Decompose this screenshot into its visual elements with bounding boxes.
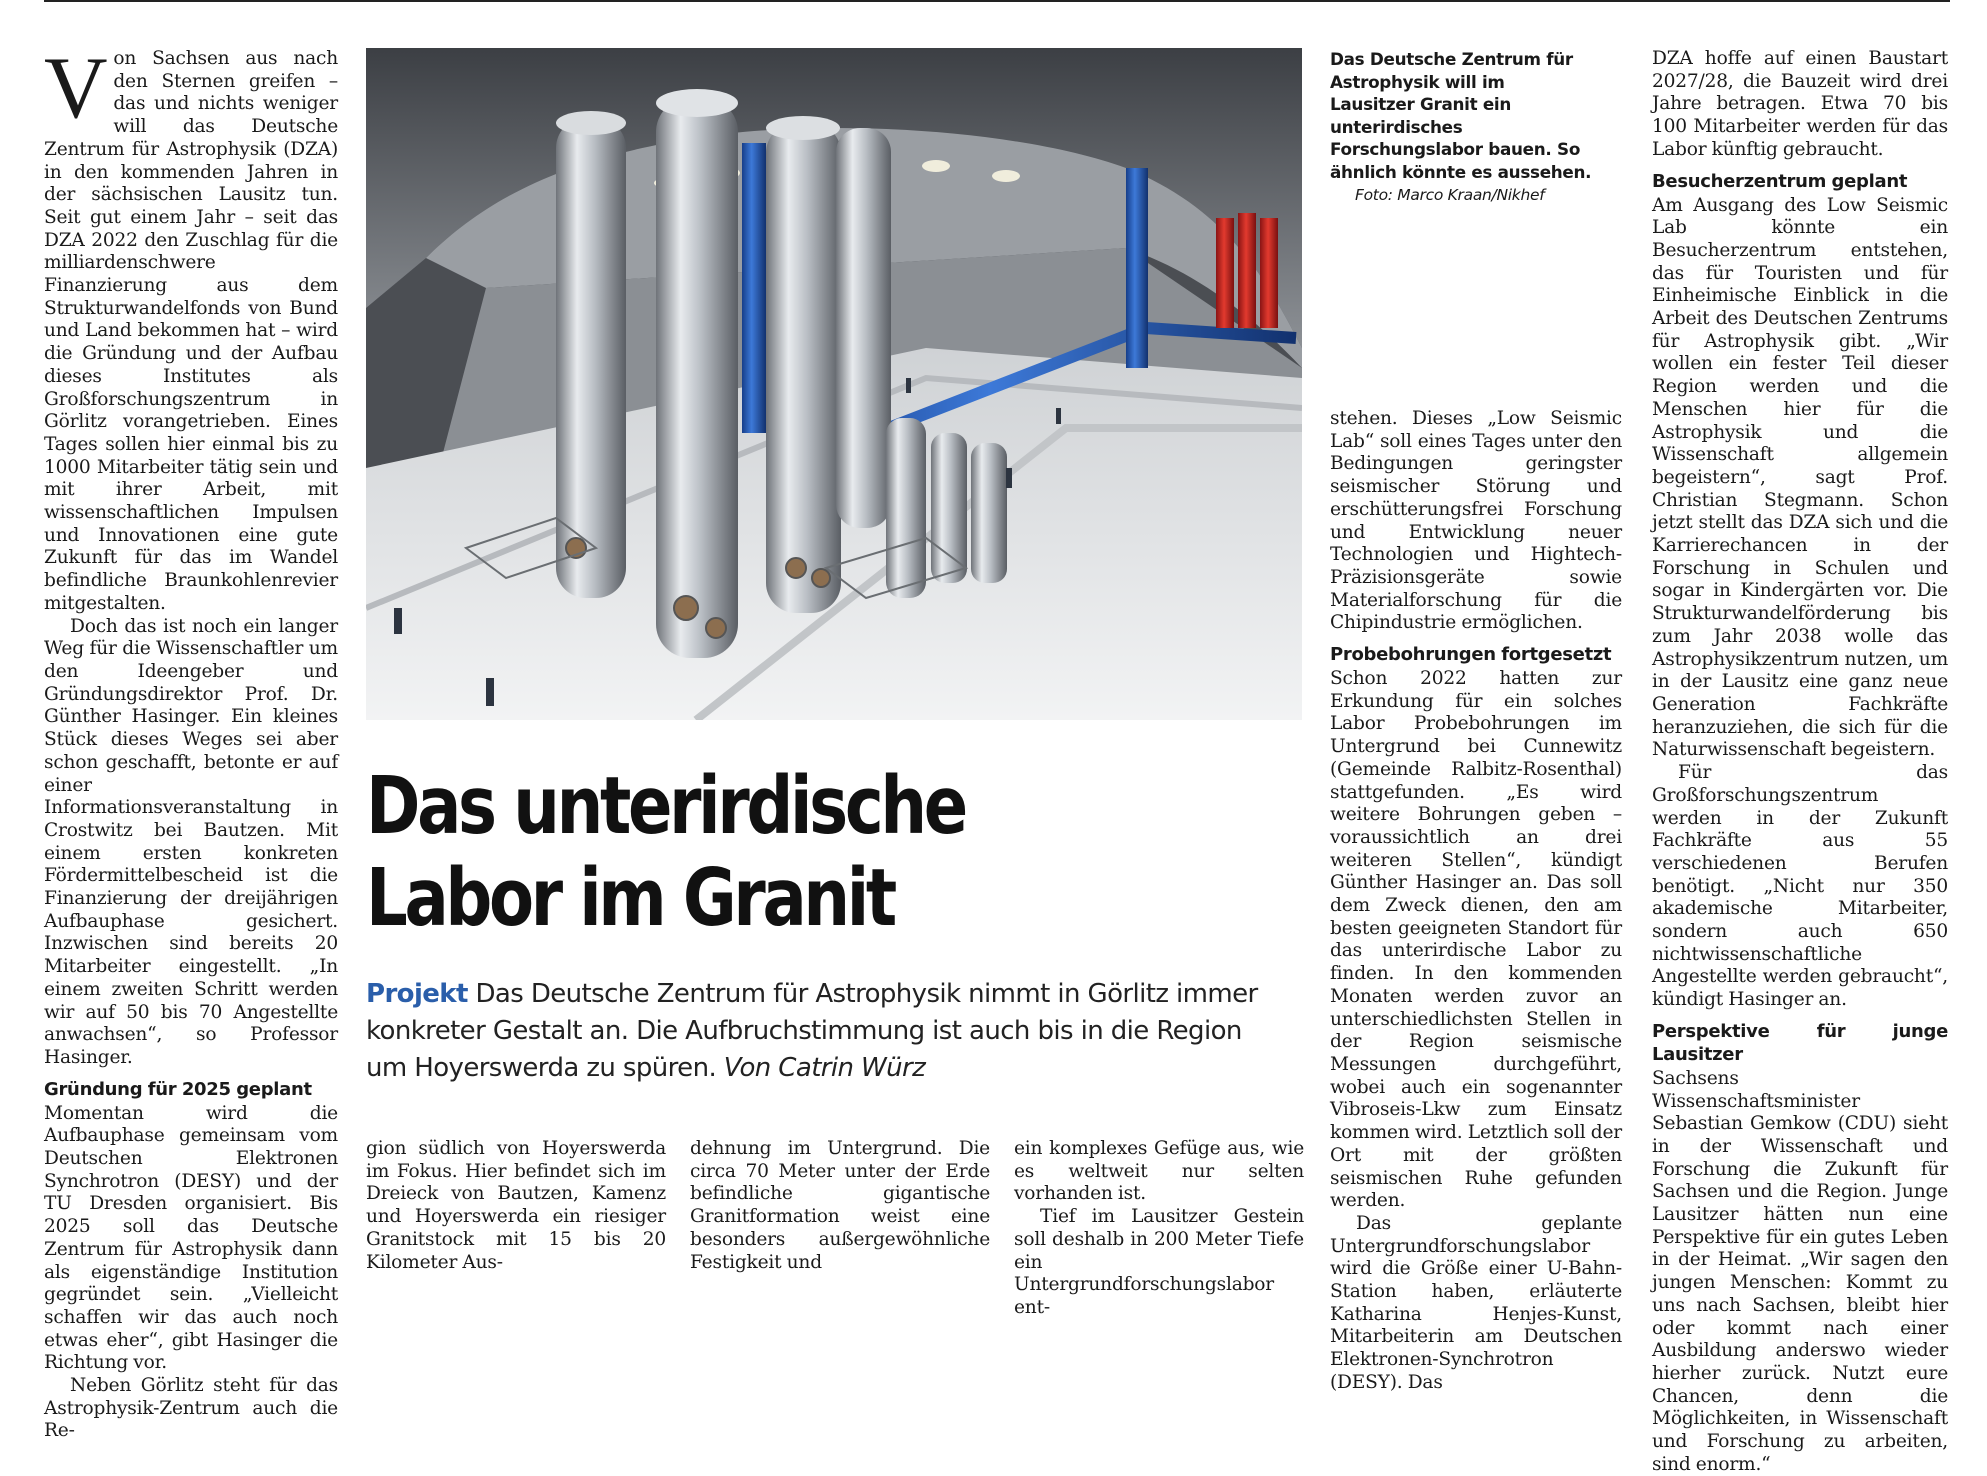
paragraph: Am Ausgang des Low Seismic Lab könnte ein Besucherzentrum entstehen, das für Touristen und für Einheimische Einblick in die Arbeit des Deutschen Zentrums für Astrophysik gibt. „Wir wollen ein fester Teil dieser Region werden und die Menschen hier für die Astrophysik und die Wissenschaft allgemein begeistern“, sagt Prof. Christian Stegmann. Schon jetzt stellt das DZA sich und die Karrierechancen in der Forschung in Schulen und sogar in Kindergärten vor. Die Strukturwandelförderung bis zum Jahr 2038 wolle das Astrophysikzentrum nutzen, um in der Lausitz eine ganz neue Generation Fachkräfte heranzuziehen, die sich für die Naturwissenschaft begeistern.	[1652, 194, 1948, 761]
paragraph: Neben Görlitz steht für das Astrophysik-Zentrum auch die Re-	[44, 1375, 338, 1442]
paragraph: Momentan wird die Aufbauphase gemeinsam vom Deutschen Elektronen Synchrotron (DESY) und der TU Dresden organisiert. Bis 2025 soll das Deutsche Zentrum für Astrophysik dann als eigenständige Institution gegründet sein. „Vielleicht schaffen wir das auch noch etwas eher“, gibt Hasinger die Richtung vor.	[44, 1102, 338, 1374]
paragraph: Für das Großforschungszentrum werden in der Zukunft Fachkräfte aus 55 verschiedenen Berufen benötigt. „Nicht nur 350 akademische Mitarbeiter, sondern auch 650 nichtwissenschaftliche Angestellte werden gebraucht“, kündigt Hasinger an.	[1652, 762, 1948, 1011]
teaser-text: Das Deutsche Zentrum für Astrophysik nimmt in Görlitz immer konkreter Gestalt an. Die Aufbruchstimmung ist auch bis in die Region um Hoyerswerda zu spüren.	[366, 979, 1258, 1083]
paragraph: Doch das ist noch ein langer Weg für die Wissenschaftler um den Ideengeber und Gründungsdirektor Prof. Dr. Günther Hasinger. Ein kleines Stück dieses Weges sei aber schon geschafft, betonte er auf einer Informationsveranstaltung in Crostwitz bei Bautzen. Mit einem ersten konkreten Fördermittelbescheid ist die Finanzierung der dreijährigen Aufbauphase gesichert. Inzwischen sind bereits 20 Mitarbeiter eingestellt. „In einem zweiten Schritt werden wir auf 50 bis 70 Angestellte anwachsen“, so Professor Hasinger.	[44, 615, 338, 1068]
headline-line-2: Labor im Granit	[366, 852, 894, 944]
paragraph: dehnung im Untergrund. Die circa 70 Meter unter der Erde befindliche gigantische Granitformation weist eine besonders außergewöhnliche Festigkeit und	[690, 1138, 990, 1273]
subheading: Besucherzentrum geplant	[1652, 170, 1908, 192]
paragraph	[44, 40, 338, 616]
column-5	[1330, 408, 1622, 1395]
paragraph: Das geplante Untergrundforschungslabor wird die Größe einer U-Bahn-Station haben, erläuterte Katharina Henjes-Kunst, Mitarbeiterin am Deutschen Elektronen-Synchrotron (DESY). Das	[1330, 1212, 1622, 1393]
column-4	[1014, 1138, 1304, 1320]
column-2	[366, 1138, 666, 1274]
column-1	[44, 40, 338, 1443]
photo-caption	[1330, 48, 1592, 206]
subheading: Gründung für 2025 geplant	[44, 1078, 312, 1100]
paragraph: gion südlich von Hoyerswerda im Fokus. Hier befindet sich im Dreieck von Bautzen, Kamenz und Hoyerswerda ein riesiger Granitstock mit 15 bis 20 Kilometer Aus-	[366, 1138, 666, 1273]
paragraph: DZA hoffe auf einen Baustart 2027/28, die Bauzeit wird drei Jahre betragen. Etwa 70 bis 100 Mitarbeiter werden für das Labor künftig gebraucht.	[1652, 48, 1948, 160]
paragraph: Sachsens Wissenschaftsminister Sebastian Gemkow (CDU) sieht in der Wissenschaft und Forschung die Zukunft für Sachsen und die Region. Junge Lausitzer hätten nun eine Perspektive für ein gutes Leben in der Heimat. „Wir sagen den jungen Menschen: Kommt zu uns nach Sachsen, bleibt hier oder kommt nach einer Ausbildung anderswo wieder hierher zurück. Nutzt eure Chancen, denn die Möglichkeiten, in Wissenschaft und Forschung zu arbeiten, sind enorm.“	[1652, 1067, 1948, 1475]
lab-illustration	[366, 48, 1302, 720]
paragraph: stehen. Dieses „Low Seismic Lab“ soll eines Tages unter den Bedingungen geringster seismischer Störung und erschütterungsfrei Forschung und Entwicklung neuer Technologien und Hightech-Präzisionsgeräte sowie Materialforschung für die Chipindustrie ermöglichen.	[1330, 408, 1622, 634]
caption-text: Das Deutsche Zentrum für Astrophysik will im Lausitzer Granit ein unterirdisches Forschungslabor bauen. So ähnlich könnte es aussehen.	[1330, 49, 1592, 182]
photo-credit: Foto: Marco Kraan/Nikhef	[1355, 185, 1545, 204]
headline-line-1: Das unterirdische	[366, 760, 965, 852]
author-byline: Von Catrin Würz	[723, 1053, 926, 1083]
top-rule	[44, 0, 1950, 2]
article-teaser	[366, 976, 1286, 1087]
paragraph: ein komplexes Gefüge aus, wie es weltweit nur selten vorhanden ist.	[1014, 1138, 1304, 1205]
subheading: Perspektive für junge Lausitzer	[1652, 1020, 1948, 1065]
column-6	[1652, 48, 1948, 1476]
article-headline	[366, 760, 1130, 944]
paragraph: Schon 2022 hatten zur Erkundung für ein solches Labor Probebohrungen im Untergrund bei Cunnewitz (Gemeinde Ralbitz-Rosenthal) stattgefunden. „Es wird weitere Bohrungen geben – voraussichtlich an drei weiteren Stellen“, kündigt Günther Hasinger an. Das soll dem Zweck dienen, den am besten geeigneten Standort für das unterirdische Labor zu finden. In den kommenden Monaten werden zuvor an unterschiedlichsten Stellen in der Region seismische Messungen durchgeführt, wobei auch ein sogenannter Vibroseis-Lkw zum Einsatz kommen wird. Letztlich soll der Ort mit der größten seismischen Ruhe gefunden werden.	[1330, 668, 1622, 1212]
paragraph-text: on Sachsen aus nach den Sternen greifen – das und nichts weniger will das Deutsche Zentrum für Astrophysik (DZA) in den kommenden Jahren in der sächsischen Lausitz tun. Seit gut einem Jahr – seit das DZA 2022 den Zuschlag für die milliardenschwere Finanzierung aus dem Strukturwandelfonds von Bund und Land bekommen hat – wird die Gründung und der Aufbau dieses Institutes als Großforschungszentrum in Görlitz vorangetrieben. Eines Tages sollen hier einmal bis zu 1000 Mitarbeiter tätig sein und mit ihrer Arbeit, mit wissenschaftlichen Impulsen und Innovationen eine gute Zukunft für das im Wandel befindliche Braunkohlenrevier mitgestalten.	[44, 48, 338, 614]
kicker: Projekt	[366, 979, 468, 1009]
subheading: Probebohrungen fortgesetzt	[1330, 644, 1612, 666]
drop-cap: V	[44, 40, 108, 137]
column-3	[690, 1138, 990, 1274]
paragraph: Tief im Lausitzer Gestein soll deshalb in 200 Meter Tiefe ein Untergrundforschungslabor ent-	[1014, 1206, 1304, 1318]
